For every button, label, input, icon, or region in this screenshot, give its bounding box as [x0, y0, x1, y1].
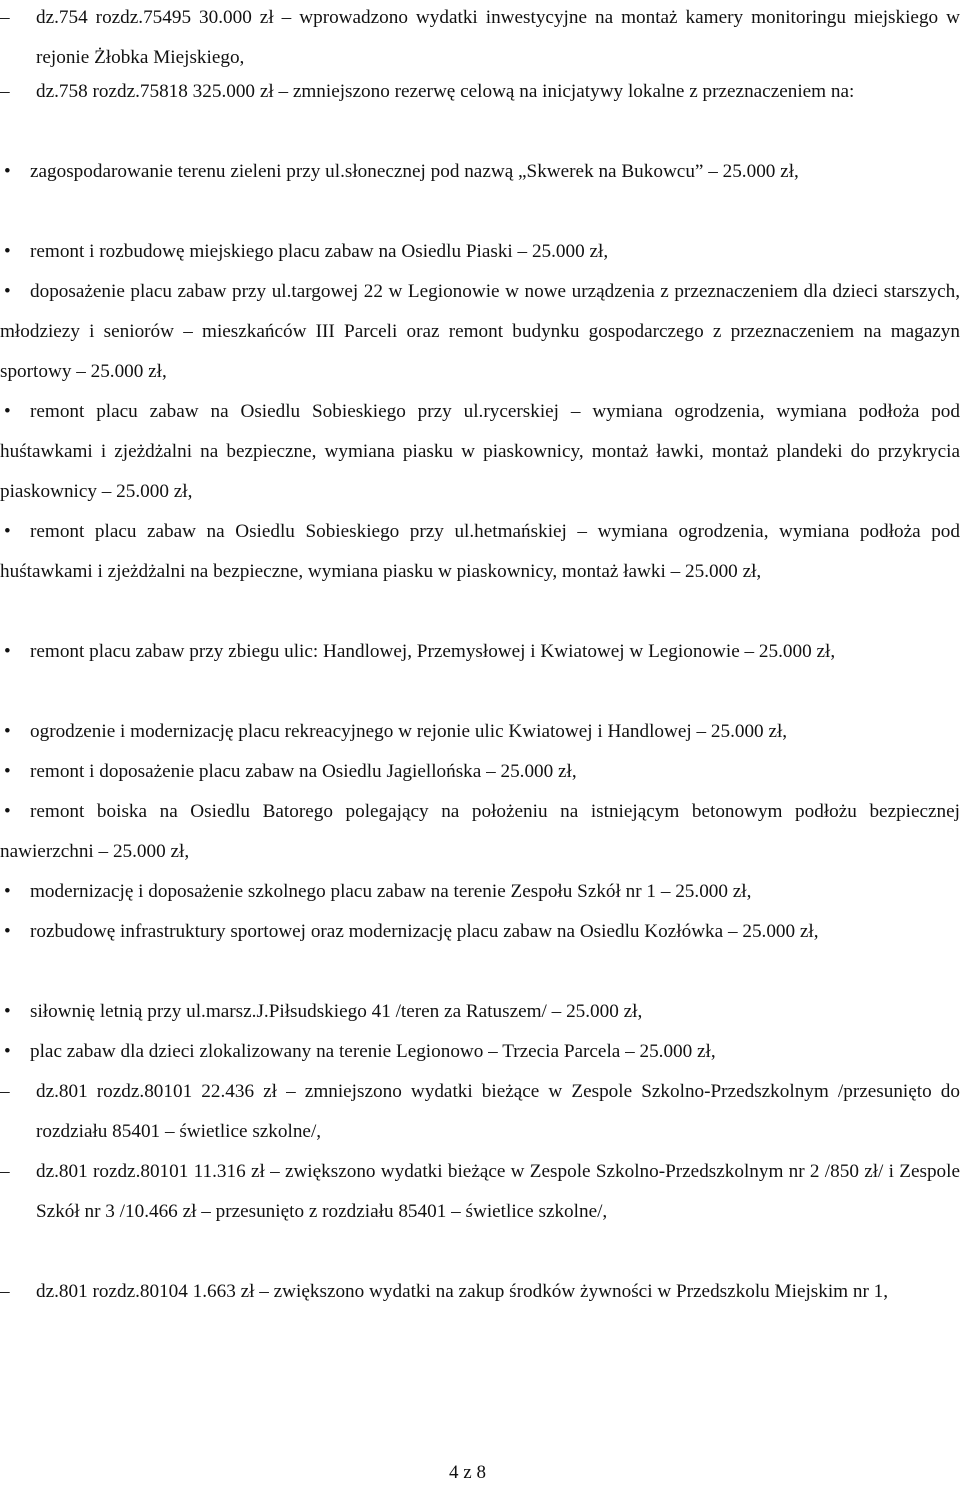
- list-item-text: dz.801 rozdz.80104 1.663 zł – zwiększono wydatki na zakup środków żywności w Przedszkolu Miejskim nr 1,: [36, 1281, 889, 1302]
- list-item: [0, 1072, 960, 1152]
- list-item-text: plac zabaw dla dzieci zlokalizowany na terenie Legionowo – Trzecia Parcela – 25.000 zł,: [30, 1041, 716, 1062]
- list-item-text: zagospodarowanie terenu zieleni przy ul.słonecznej pod nazwą „Skwerek na Bukowcu” – 25.000 zł,: [30, 161, 799, 182]
- list-item-text: rozbudowę infrastruktury sportowej oraz modernizację placu zabaw na Osiedlu Kozłówka – 25.000 zł,: [30, 921, 819, 942]
- list-item-text: modernizację i doposażenie szkolnego placu zabaw na terenie Zespołu Szkół nr 1 – 25.000 zł,: [30, 881, 752, 902]
- bullet-marker: •: [4, 761, 11, 782]
- dash-marker: –: [0, 1081, 10, 1102]
- list-item-text: dz.754 rozdz.75495 30.000 zł – wprowadzono wydatki inwestycyjne na montaż kamery monitoringu miejskiego w rejonie Żłobka Miejskiego,: [36, 7, 960, 68]
- list-item-text: doposażenie placu zabaw przy ul.targowej 22 w Legionowie w nowe urządzenia z przeznaczeniem dla dzieci starszych, młodziezy i seniorów – mieszkańców III Parceli oraz remont budynku gospodarczego z przeznaczeniem na magazyn sportowy – 25.000 zł,: [0, 281, 960, 382]
- list-item: [0, 912, 960, 952]
- list-item: [0, 1152, 960, 1232]
- list-item: [0, 72, 960, 112]
- list-item: [0, 392, 960, 512]
- list-item-text: dz.801 rozdz.80101 11.316 zł – zwiększono wydatki bieżące w Zespole Szkolno-Przedszkolnym nr 2 /850 zł/ i Zespole Szkół nr 3 /10.466 zł – przesunięto z rozdziału 85401 – świetlice szkolne/,: [36, 1161, 960, 1222]
- bullet-marker: •: [4, 801, 11, 822]
- dash-marker: –: [0, 81, 10, 102]
- list-item: [0, 1032, 960, 1072]
- bullet-marker: •: [4, 401, 11, 422]
- list-item-text: remont i doposażenie placu zabaw na Osiedlu Jagiellońska – 25.000 zł,: [30, 761, 577, 782]
- dash-marker: –: [0, 7, 10, 28]
- list-item: [0, 272, 960, 392]
- dash-marker: –: [0, 1161, 10, 1182]
- list-item: [0, 512, 960, 592]
- list-item: [0, 872, 960, 912]
- list-item-text: remont placu zabaw na Osiedlu Sobieskiego przy ul.hetmańskiej – wymiana ogrodzenia, wymiana podłoża pod huśtawkami i zjeżdżalni na bezpieczne, wymiana piasku w piaskownicy, montaż ławki – 25.000 zł,: [0, 521, 960, 582]
- list-item-text: remont placu zabaw na Osiedlu Sobieskiego przy ul.rycerskiej – wymiana ogrodzenia, wymiana podłoża pod huśtawkami i zjeżdżalni na bezpieczne, wymiana piasku w piaskownicy, montaż ławki, montaż plandeki do przykrycia piaskownicy – 25.000 zł,: [0, 401, 960, 502]
- list-item-text: dz.801 rozdz.80101 22.436 zł – zmniejszono wydatki bieżące w Zespole Szkolno-Przedszkolnym /przesunięto do rozdziału 85401 – świetlice szkolne/,: [36, 1081, 960, 1142]
- bullet-marker: •: [4, 921, 11, 942]
- list-item: [0, 0, 960, 78]
- bullet-marker: •: [4, 241, 11, 262]
- list-item: [0, 992, 960, 1032]
- list-item: [0, 1272, 960, 1312]
- bullet-marker: •: [4, 521, 11, 542]
- list-item-text: siłownię letnią przy ul.marsz.J.Piłsudskiego 41 /teren za Ratuszem/ – 25.000 zł,: [30, 1001, 643, 1022]
- list-item-text: ogrodzenie i modernizację placu rekreacyjnego w rejonie ulic Kwiatowej i Handlowej – 25.000 zł,: [30, 721, 788, 742]
- list-item-text: remont boiska na Osiedlu Batorego polegający na położeniu na istniejącym betonowym podłożu bezpiecznej nawierzchni – 25.000 zł,: [0, 801, 960, 862]
- bullet-marker: •: [4, 641, 11, 662]
- bullet-marker: •: [4, 1041, 11, 1062]
- bullet-marker: •: [4, 161, 11, 182]
- list-item-text: remont placu zabaw przy zbiegu ulic: Handlowej, Przemysłowej i Kwiatowej w Legionowie – 25.000 zł,: [30, 641, 836, 662]
- list-item: [0, 712, 960, 752]
- bullet-marker: •: [4, 1001, 11, 1022]
- page-number: 4 z 8: [449, 1462, 486, 1483]
- bullet-marker: •: [4, 281, 11, 302]
- bullet-marker: •: [4, 721, 11, 742]
- list-item: [0, 232, 960, 272]
- list-item: [0, 632, 960, 672]
- dash-marker: –: [0, 1281, 10, 1302]
- list-item: [0, 792, 960, 872]
- list-item: [0, 152, 960, 192]
- list-item: [0, 752, 960, 792]
- list-item-text: dz.758 rozdz.75818 325.000 zł – zmniejszono rezerwę celową na inicjatywy lokalne z przeznaczeniem na:: [36, 81, 855, 102]
- bullet-marker: •: [4, 881, 11, 902]
- list-item-text: remont i rozbudowę miejskiego placu zabaw na Osiedlu Piaski – 25.000 zł,: [30, 241, 609, 262]
